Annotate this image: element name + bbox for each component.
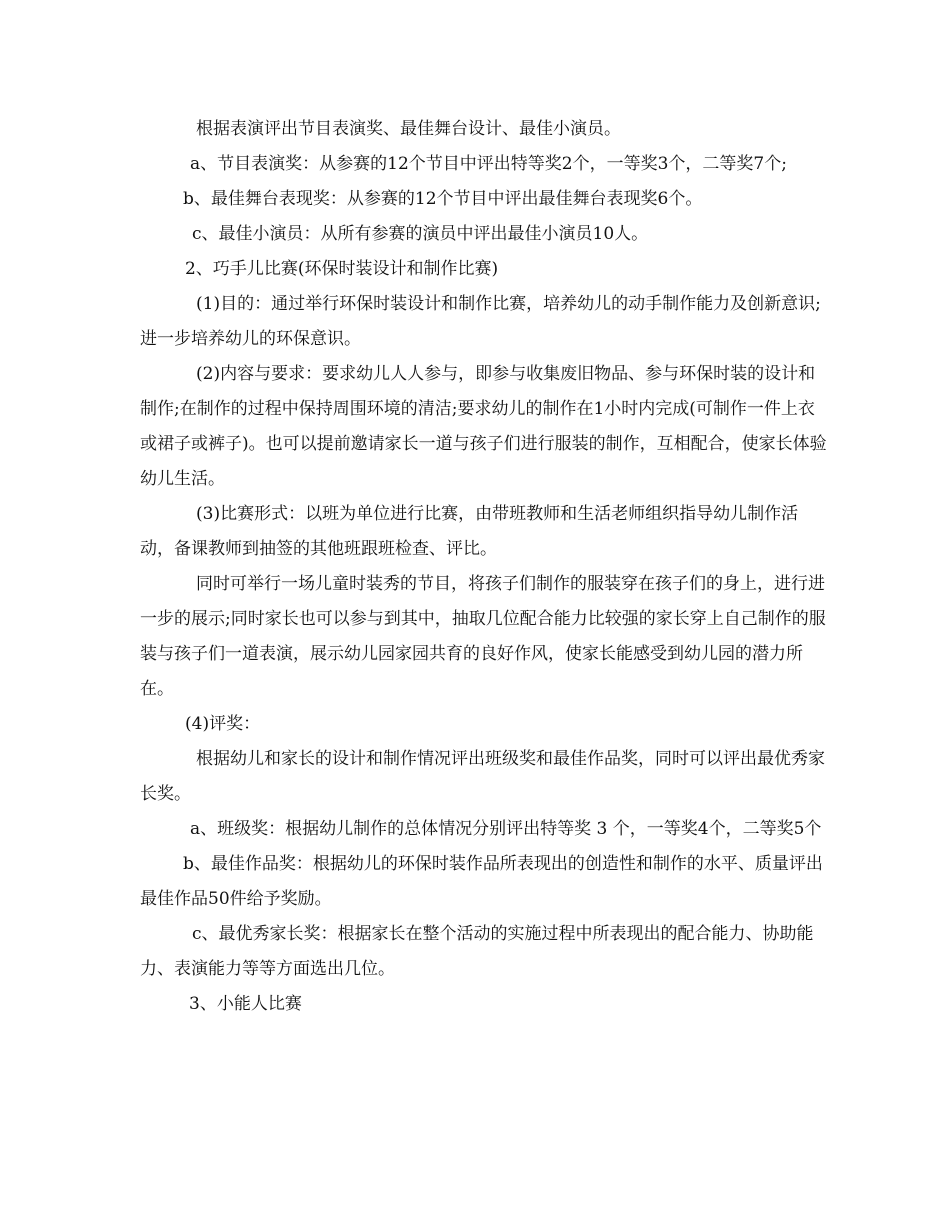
section-heading-3: 3、小能人比赛 [189, 994, 302, 1014]
paragraph-award-a: a、节目表演奖：从参赛的12个节目中评出特等奖2个，一等奖3个，二等奖7个; [190, 154, 787, 174]
paragraph-fashion-show: 同时可举行一场儿童时装秀的节目，将孩子们制作的服装穿在孩子们的身上，进行进一步的展示;同时家长也可以参与到其中，抽取几位配合能力比较强的家长穿上自己制作的服装与孩子们一道表演，展示幼儿园家园共育的良好作风，使家长能感受到幼儿园的潜力所在。 [140, 574, 826, 699]
paragraph-best-work-award: b、最佳作品奖：根据幼儿的环保时装作品所表现出的创造性和制作的水平、质量评出最佳作品50件给予奖励。 [140, 854, 823, 909]
paragraph-class-award: a、班级奖：根据幼儿制作的总体情况分别评出特等奖 3 个，一等奖4个，二等奖5个 [190, 819, 822, 839]
paragraph-award-b: b、最佳舞台表现奖：从参赛的12个节目中评出最佳舞台表现奖6个。 [183, 189, 703, 209]
paragraph-awards-intro: 根据幼儿和家长的设计和制作情况评出班级奖和最佳作品奖，同时可以评出最优秀家长奖。 [140, 749, 825, 804]
subheading-awards: (4)评奖： [185, 714, 261, 734]
document-body [140, 112, 830, 1022]
paragraph-parent-award: c、最优秀家长奖：根据家长在整个活动的实施过程中所表现出的配合能力、协助能力、表演能力等等方面选出几位。 [140, 924, 814, 979]
section-heading-2: 2、巧手儿比赛(环保时装设计和制作比赛) [185, 259, 499, 279]
paragraph-purpose: (1)目的：通过举行环保时装设计和制作比赛，培养幼儿的动手制作能力及创新意识;进一步培养幼儿的环保意识。 [140, 294, 821, 349]
paragraph-award-c: c、最佳小演员：从所有参赛的演员中评出最佳小演员10人。 [192, 224, 649, 244]
paragraph-requirements: (2)内容与要求：要求幼儿人人参与，即参与收集废旧物品、参与环保时装的设计和制作;在制作的过程中保持周围环境的清洁;要求幼儿的制作在1小时内完成(可制作一件上衣或裙子或裤子)。也可以提前邀请家长一道与孩子们进行服装的制作，互相配合，使家长体验幼儿生活。 [140, 364, 827, 489]
paragraph-format: (3)比赛形式：以班为单位进行比赛，由带班教师和生活老师组织指导幼儿制作活动，备课教师到抽签的其他班跟班检查、评比。 [140, 504, 799, 559]
paragraph-award-summary: 根据表演评出节目表演奖、最佳舞台设计、最佳小演员。 [196, 119, 621, 139]
